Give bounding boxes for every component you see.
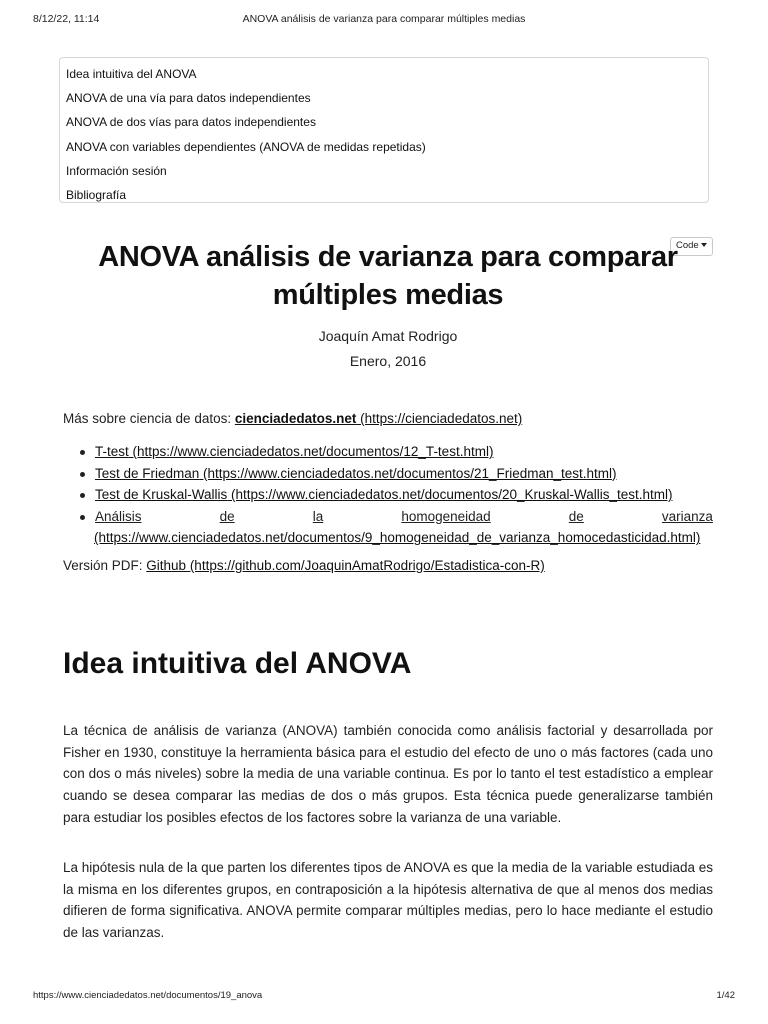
link-url: (https://www.cienciadedatos.net/documentos/20_Kruskal-Wallis_test.html) <box>227 487 673 503</box>
link-word: de <box>568 508 584 524</box>
link-word: Análisis <box>95 508 142 524</box>
site-name: cienciadedatos.net <box>234 411 357 426</box>
link-label: Test de Friedman <box>95 465 200 481</box>
document-title: ANOVA análisis de varianza para comparar múltiples medias <box>98 241 678 311</box>
toc-item-anova-una-via[interactable]: ANOVA de una vía para datos independientes <box>66 91 311 106</box>
more-data-science-line <box>63 410 743 428</box>
section-heading: Idea intuitiva del ANOVA <box>63 647 412 680</box>
author: Joaquín Amat Rodrigo <box>318 328 458 344</box>
link-word: la <box>312 508 324 524</box>
site-url: (https://cienciadedatos.net) <box>356 411 523 426</box>
toc-item-anova-medidas-repetidas[interactable]: ANOVA con variables dependientes (ANOVA de medidas repetidas) <box>66 139 426 154</box>
link-url: (https://www.cienciadedatos.net/documentos/9_homogeneidad_de_varianza_homocedasticidad.html) <box>94 530 701 546</box>
more-prefix: Más sobre ciencia de datos: <box>63 411 235 426</box>
link-label: T-test <box>95 444 129 459</box>
link-label: Test de Kruskal-Wallis <box>95 487 228 503</box>
link-word: varianza <box>661 508 713 524</box>
toc-item-bibliografia[interactable]: Bibliografía <box>66 188 127 203</box>
toc-item-idea-intuitiva[interactable]: Idea intuitiva del ANOVA <box>66 67 197 81</box>
table-of-contents <box>59 57 709 203</box>
github-label: Github <box>146 558 187 573</box>
link-kruskal-wallis[interactable] <box>95 487 673 502</box>
list-item <box>63 506 713 549</box>
link-word: de <box>219 508 235 524</box>
list-item <box>63 463 713 485</box>
publication-date: Enero, 2016 <box>349 353 427 369</box>
link-url: (https://www.cienciadedatos.net/documentos/21_Friedman_test.html) <box>199 465 617 481</box>
link-t-test[interactable] <box>95 444 493 459</box>
pdf-version-line <box>63 557 743 575</box>
list-item <box>63 484 713 506</box>
link-url: (https://www.cienciadedatos.net/documentos/12_T-test.html) <box>128 444 494 459</box>
github-link[interactable] <box>146 558 544 573</box>
list-item <box>63 441 713 463</box>
code-button-label: Code <box>676 240 699 251</box>
toc-item-anova-dos-vias[interactable]: ANOVA de dos vías para datos independientes <box>66 115 316 130</box>
github-url: (https://github.com/JoaquinAmatRodrigo/Estadistica-con-R) <box>186 558 545 573</box>
related-links-list <box>63 441 713 549</box>
print-footer <box>33 990 735 1004</box>
link-friedman[interactable] <box>95 466 617 481</box>
page-number: 1/42 <box>716 990 735 1001</box>
print-page-title: ANOVA análisis de varianza para comparar múltiples medias <box>242 13 526 25</box>
paragraph: La técnica de análisis de varianza (ANOVA) también conocida como análisis factorial y desarrollada por Fisher en 1930, constituye la herramienta básica para el estudio del efecto de uno o más factores (cada uno con dos o más niveles) sobre la media de una variable continua. Es por lo tanto el test estadístico a emplear cuando se desea comparar las medias de dos o más grupos. Esta técnica puede generalizarse también para estudiar los posibles efectos de los factores sobre la varianza de una variable. <box>63 723 713 825</box>
pdf-prefix: Versión PDF: <box>63 558 147 573</box>
cienciadedatos-link[interactable] <box>235 411 522 426</box>
toc-item-informacion-sesion[interactable]: Información sesión <box>66 163 167 178</box>
link-homogeneidad-varianza[interactable] <box>95 506 713 549</box>
link-label-justified <box>95 506 713 528</box>
link-word: homogeneidad <box>401 508 491 524</box>
paragraph: La hipótesis nula de la que parten los diferentes tipos de ANOVA es que la media de la variable estudiada es la misma en los diferentes grupos, en contraposición a la hipótesis alternativa de que al menos dos medias difieren de forma significativa. ANOVA permite comparar múltiples medias, pero lo hace mediante el estudio de las varianzas. <box>63 860 713 941</box>
print-datetime: 8/12/22, 11:14 <box>33 13 100 25</box>
print-header <box>33 13 735 29</box>
footer-url: https://www.cienciadedatos.net/documentos/19_anova <box>33 990 263 1001</box>
